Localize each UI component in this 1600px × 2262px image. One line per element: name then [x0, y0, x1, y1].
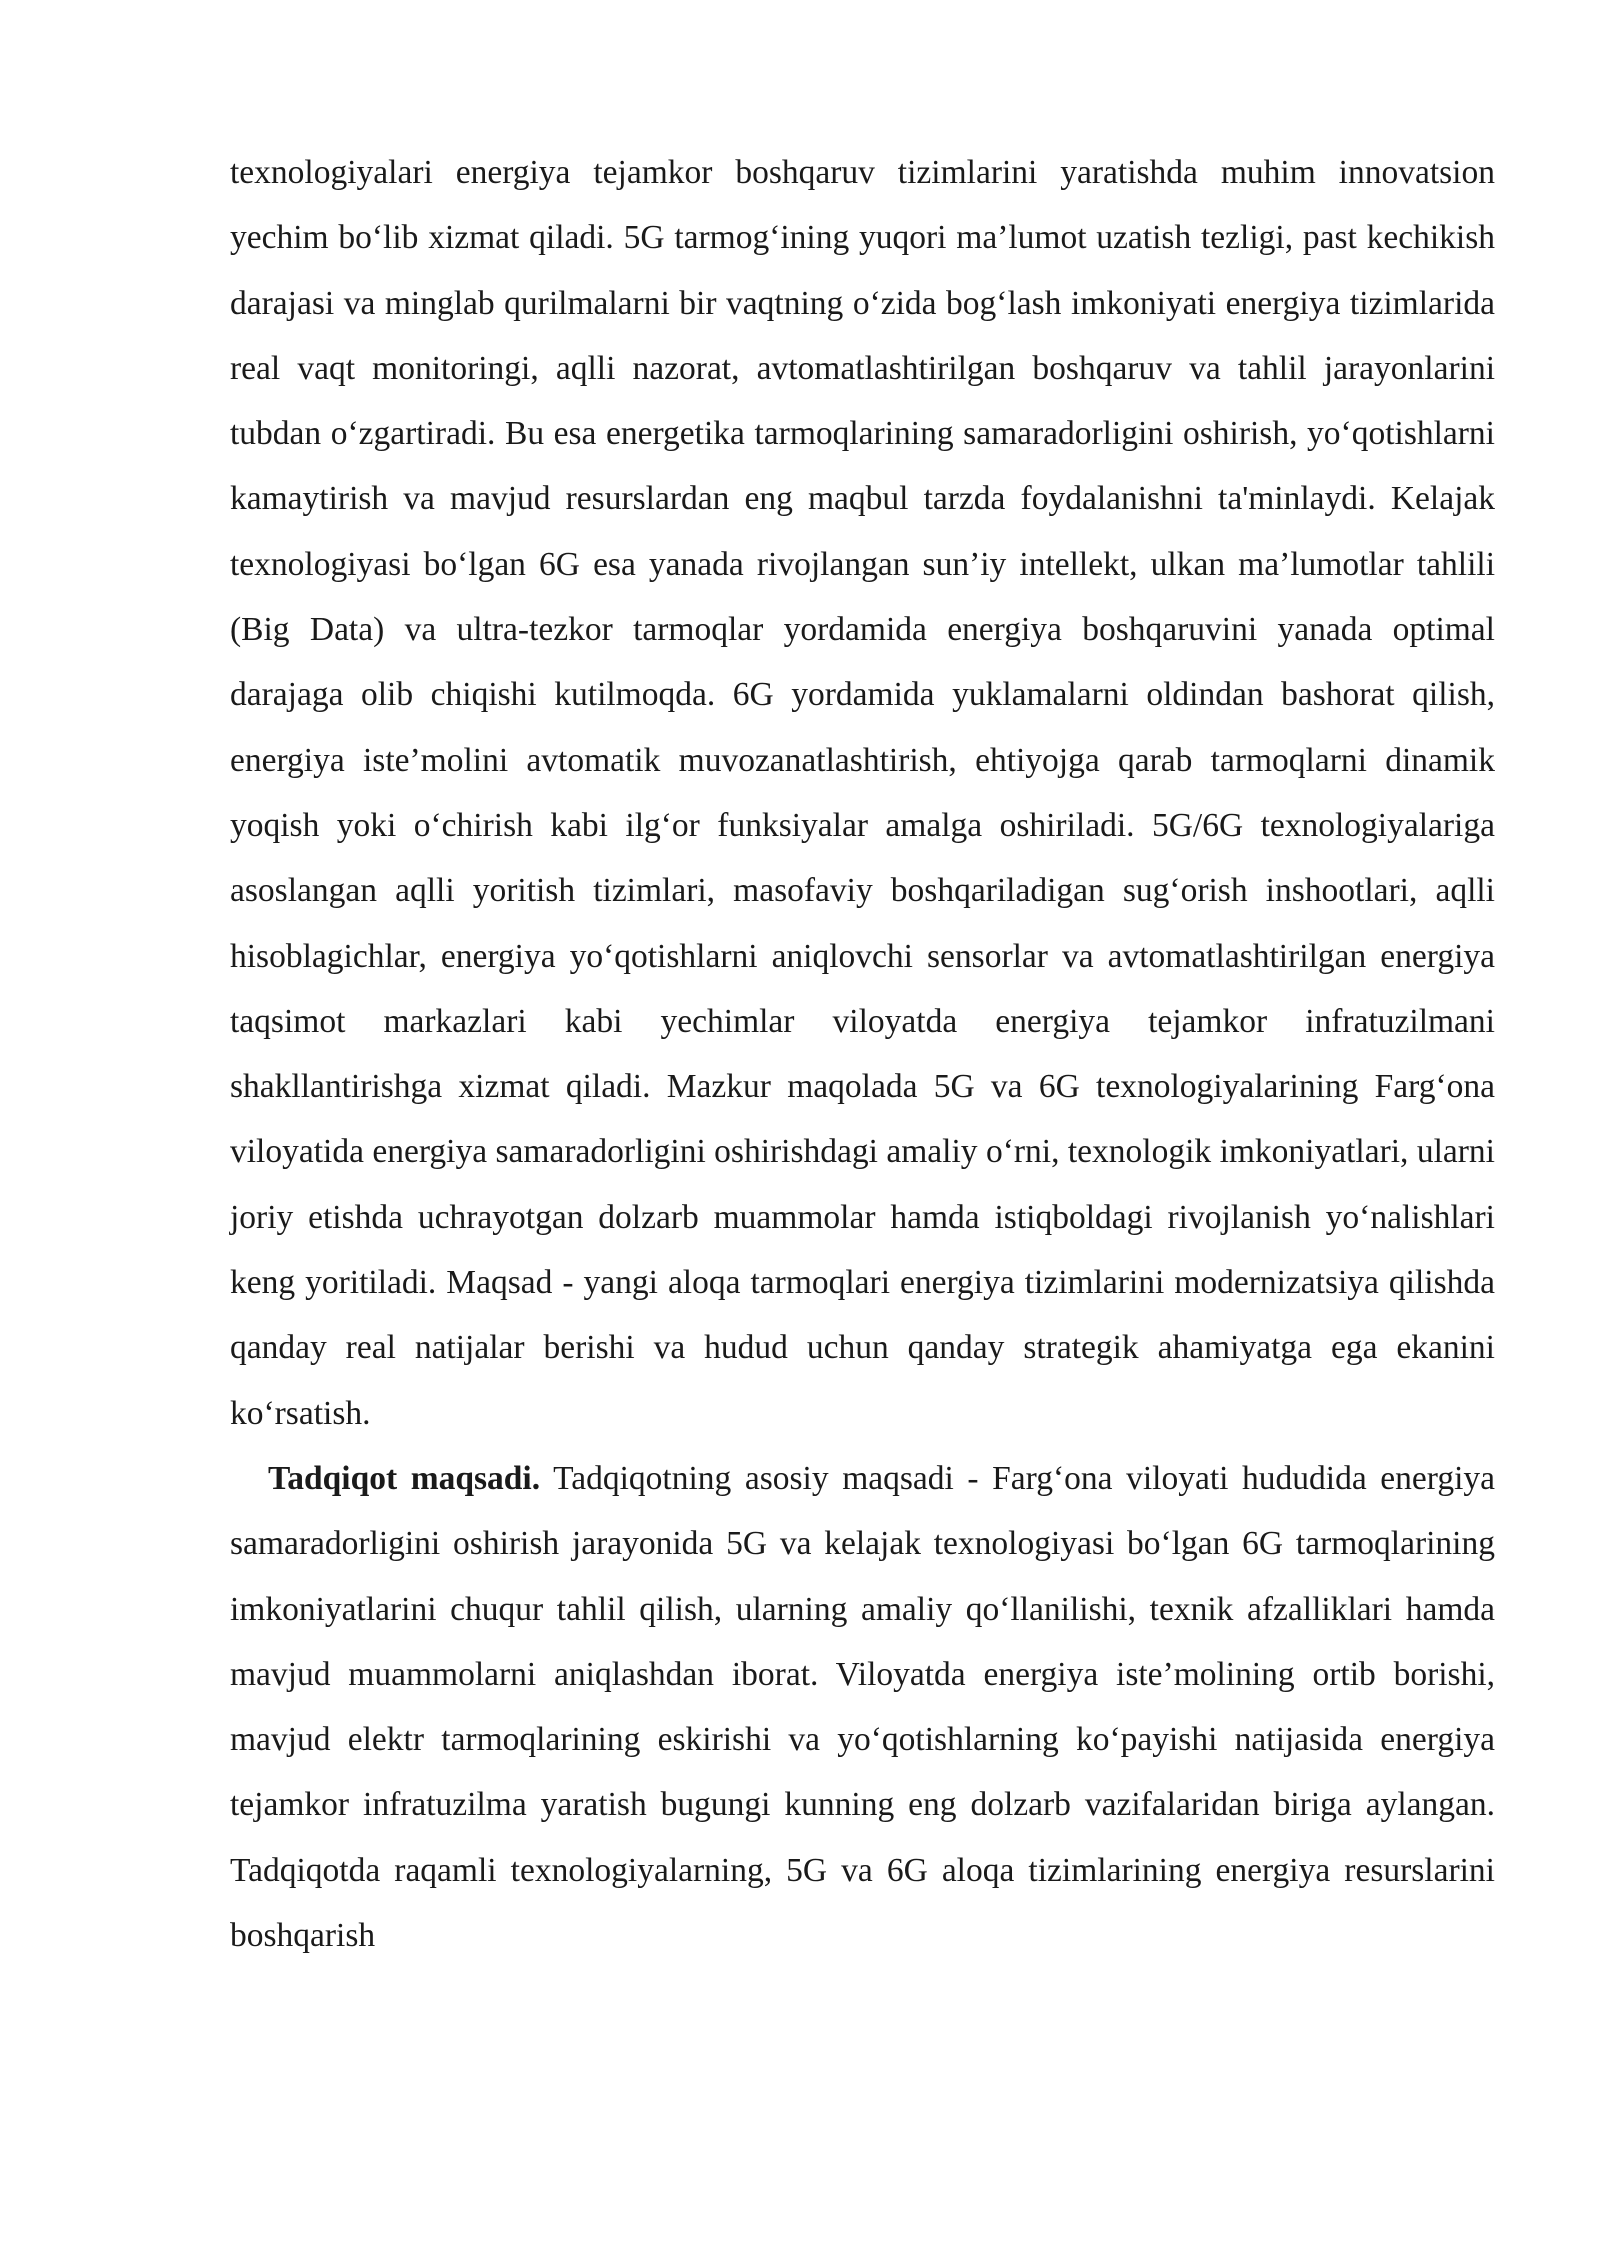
section-heading: Tadqiqot maqsadi.: [268, 1459, 541, 1497]
body-paragraph-research-aim: [230, 1446, 1495, 1968]
body-paragraph: texnologiyalari energiya tejamkor boshqaruv tizimlarini yaratishda muhim innovatsion yechim bo‘lib xizmat qiladi. 5G tarmog‘ining yuqori ma’lumot uzatish tezligi, past kechikish darajasi va minglab qurilmalarni bir vaqtning o‘zida bog‘lash imkoniyati energiya tizimlarida real vaqt monitoringi, aqlli nazorat, avtomatlashtirilgan boshqaruv va tahlil jarayonlarini tubdan o‘zgartiradi. Bu esa energetika tarmoqlarining samaradorligini oshirish, yo‘qotishlarni kamaytirish va mavjud resurslardan eng maqbul tarzda foydalanishni ta'minlaydi. Kelajak texnologiyasi bo‘lgan 6G esa yanada rivojlangan sun’iy intellekt, ulkan ma’lumotlar tahlili (Big Data) va ultra-tezkor tarmoqlar yordamida energiya boshqaruvini yanada optimal darajaga olib chiqishi kutilmoqda. 6G yordamida yuklamalarni oldindan bashorat qilish, energiya iste’molini avtomatik muvozanatlashtirish, ehtiyojga qarab tarmoqlarni dinamik yoqish yoki o‘chirish kabi ilg‘or funksiyalar amalga oshiriladi. 5G/6G texnologiyalariga asoslangan aqlli yoritish tizimlari, masofaviy boshqariladigan sug‘orish inshootlari, aqlli hisoblagichlar, energiya yo‘qotishlarni aniqlovchi sensorlar va avtomatlashtirilgan energiya taqsimot markazlari kabi yechimlar viloyatda energiya tejamkor infratuzilmani shakllantirishga xizmat qiladi. Mazkur maqolada 5G va 6G texnologiyalarining Farg‘ona viloyatida energiya samaradorligini oshirishdagi amaliy o‘rni, texnologik imkoniyatlari, ularni joriy etishda uchrayotgan dolzarb muammolar hamda istiqboldagi rivojlanish yo‘nalishlari keng yoritiladi. Maqsad - yangi aloqa tarmoqlari energiya tizimlarini modernizatsiya qilishda qanday real natijalar berishi va hudud uchun qanday strategik ahamiyatga ega ekanini ko‘rsatish.: [230, 154, 1495, 1432]
document-page: [230, 140, 1495, 1968]
section-paragraph-text: Tadqiqotning asosiy maqsadi - Farg‘ona viloyati hududida energiya samaradorligini oshirish jarayonida 5G va kelajak texnologiyasi bo‘lgan 6G tarmoqlarining imkoniyatlarini chuqur tahlil qilish, ularning amaliy qo‘llanilishi, texnik afzalliklari hamda mavjud muammolarni aniqlashdan iborat. Viloyatda energiya iste’molining ortib borishi, mavjud elektr tarmoqlarining eskirishi va yo‘qotishlarning ko‘payishi natijasida energiya tejamkor infratuzilma yaratish bugungi kunning eng dolzarb vazifalaridan biriga aylangan. Tadqiqotda raqamli texnologiyalarning, 5G va 6G aloqa tizimlarining energiya resurslarini boshqarish: [230, 1459, 1496, 1955]
